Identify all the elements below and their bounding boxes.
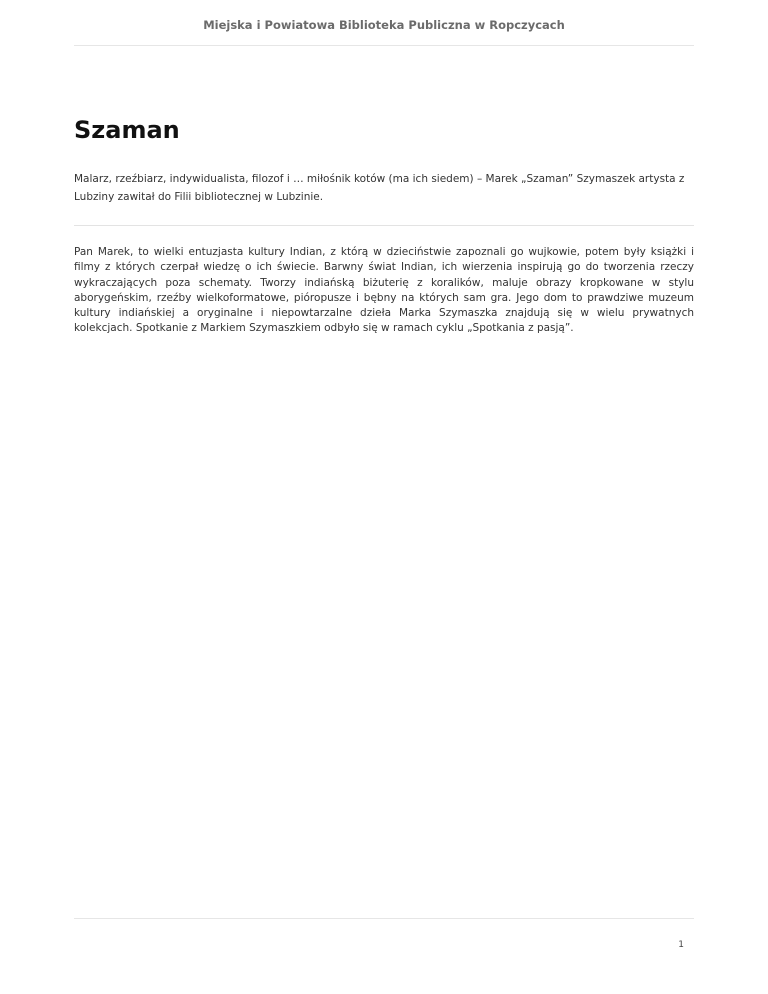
page-footer	[74, 918, 694, 950]
page-header	[74, 14, 694, 46]
article-lead: Malarz, rzeźbiarz, indywidualista, filozof i … miłośnik kotów (ma ich siedem) – Marek „Szaman” Szymaszek artysta z Lubziny zawitał do Filii bibliotecznej w Lubzinie.	[74, 173, 685, 203]
divider	[74, 225, 694, 226]
library-name: Miejska i Powiatowa Biblioteka Publiczna w Ropczycach	[203, 18, 565, 32]
page-number: 1	[678, 940, 684, 950]
article	[74, 104, 694, 337]
article-title: Szaman	[74, 116, 180, 144]
article-body: Pan Marek, to wielki entuzjasta kultury Indian, z którą w dzieciństwie zapoznali go wujkowie, potem były książki i filmy z których czerpał wiedzę o ich świecie. Barwny świat Indian, ich wierzenia inspirują go do tworzenia rzeczy wykraczających poza schematy. Tworzy indiańską biżuterię z koralików, maluje obrazy kropkowane w stylu aborygeńskim, rzeźby wielkoformatowe, pióropusze i bębny na których sam gra. Jego dom to prawdziwe muzeum kultury indiańskiej a oryginalne i niepowtarzalne dzieła Marka Szymaszka znajdują się w wielu prywatnych kolekcjach. Spotkanie z Markiem Szymaszkiem odbyło się w ramach cyklu „Spotkania z pasją”.	[74, 246, 694, 335]
